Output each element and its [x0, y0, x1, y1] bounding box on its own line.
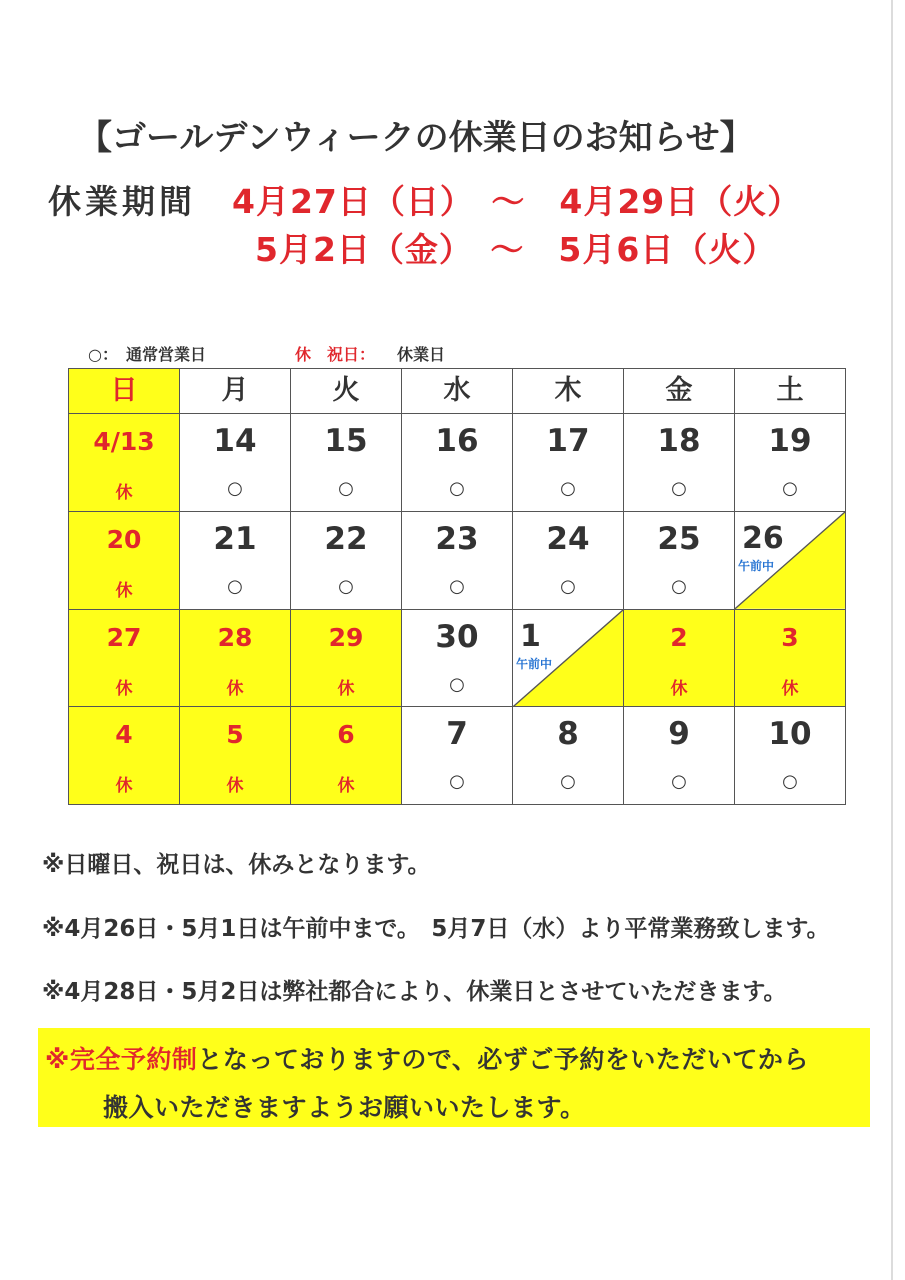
day-status-mark: ○: [671, 575, 687, 597]
day-number: 24: [546, 520, 590, 557]
day-status-mark: 休: [115, 678, 133, 699]
day-status-mark: ○: [449, 771, 465, 793]
day-status-mark: ○: [560, 478, 576, 499]
reservation-line-1-text: となっておりますので、必ずご予約をいただいてから: [197, 1045, 809, 1074]
day-status-mark: ○: [449, 575, 465, 597]
calendar-table: [68, 368, 846, 805]
day-number: 7: [446, 716, 468, 753]
day-number: 21: [213, 520, 257, 557]
weekday-header: 土: [735, 369, 846, 414]
half-day-note: 午前中: [516, 656, 553, 671]
calendar-day-cell: [735, 414, 846, 512]
calendar-day-cell: [69, 512, 180, 610]
calendar-day-cell: [513, 610, 624, 708]
day-number: 14: [213, 423, 257, 459]
calendar-day-cell: [513, 414, 624, 512]
day-status-mark: ○: [449, 478, 465, 499]
calendar-day-cell: [624, 610, 735, 708]
day-status-mark: ○: [560, 771, 576, 793]
day-status-mark: ○: [227, 575, 243, 597]
day-number: 30: [435, 618, 479, 655]
day-number: 27: [106, 622, 142, 652]
weekday-header: 月: [180, 369, 291, 414]
closure-period-label: 休業期間: [48, 182, 196, 221]
day-number: 18: [657, 423, 701, 459]
weekday-header: 木: [513, 369, 624, 414]
day-number: 17: [546, 423, 590, 459]
calendar-day-cell: [735, 707, 846, 805]
reservation-notice: [38, 1028, 870, 1127]
day-status-mark: ○: [782, 771, 798, 793]
day-status-mark: 休: [226, 678, 244, 699]
day-number: 8: [557, 716, 579, 753]
calendar-day-cell: [624, 414, 735, 512]
calendar-day-cell: [69, 414, 180, 512]
reference-mark: ※: [45, 1045, 70, 1074]
day-number: 5: [226, 720, 244, 750]
day-status-mark: 休: [226, 776, 244, 797]
legend-holiday-key: 休 祝日：: [295, 345, 376, 364]
day-number: 28: [217, 622, 253, 652]
calendar-day-cell: [624, 512, 735, 610]
day-status-mark: 休: [781, 678, 799, 699]
day-status-mark: 休: [115, 580, 133, 601]
note-sunday-holiday: ※日曜日、祝日は、休みとなります。: [42, 852, 431, 878]
day-number: 3: [781, 622, 799, 652]
day-status-mark: ○: [671, 771, 687, 793]
calendar-day-cell: [735, 512, 846, 610]
day-status-mark: 休: [670, 678, 688, 699]
day-status-mark: ○: [338, 575, 354, 597]
calendar-day-cell: [513, 707, 624, 805]
day-status-mark: ○: [782, 478, 798, 499]
note-company-closure: ※4月28日・5月2日は弊社都合により、休業日とさせていただきます。: [42, 979, 787, 1005]
day-number: 16: [435, 423, 479, 459]
calendar-day-cell: [624, 707, 735, 805]
legend-holiday-text: 休業日: [397, 345, 446, 364]
calendar-day-cell: [513, 512, 624, 610]
reservation-line-2: 搬入いただきますようお願いいたします。: [103, 1093, 586, 1122]
day-number: 15: [324, 423, 368, 459]
day-status-mark: 休: [115, 483, 133, 503]
closure-period-2: 5月2日（金） ～ 5月6日（火）: [255, 230, 777, 269]
day-status-mark: 休: [115, 776, 133, 797]
weekday-header: 日: [69, 369, 180, 414]
day-status-mark: ○: [671, 478, 687, 499]
calendar-day-cell: [735, 610, 846, 708]
day-number: 4/13: [93, 427, 155, 456]
calendar-day-cell: [180, 414, 291, 512]
day-number: 1: [520, 618, 541, 654]
calendar-day-cell: [402, 512, 513, 610]
calendar-day-cell: [180, 610, 291, 708]
day-status-mark: ○: [227, 478, 243, 499]
day-number: 23: [435, 520, 479, 557]
half-day-note: 午前中: [738, 558, 775, 573]
notice-title: 【ゴールデンウィークの休業日のお知らせ】: [78, 118, 754, 158]
note-half-day: ※4月26日・5月1日は午前中まで。 5月7日（水）より平常業務致します。: [42, 916, 830, 942]
calendar-day-cell: [180, 512, 291, 610]
day-number: 9: [668, 716, 690, 753]
day-status-mark: ○: [338, 478, 354, 499]
calendar-day-cell: [69, 707, 180, 805]
day-number: 10: [768, 716, 812, 753]
legend-open-day: ○： 通常営業日: [88, 345, 206, 364]
calendar-day-cell: [402, 610, 513, 708]
calendar-day-cell: [291, 707, 402, 805]
calendar-day-cell: [69, 610, 180, 708]
reservation-line-1: [45, 1040, 809, 1076]
calendar-day-cell: [402, 414, 513, 512]
day-number: 29: [328, 622, 364, 652]
day-number: 20: [106, 524, 142, 554]
calendar-day-cell: [402, 707, 513, 805]
calendar-day-cell: [180, 707, 291, 805]
day-status-mark: ○: [449, 673, 465, 695]
weekday-header: 水: [402, 369, 513, 414]
day-number: 4: [115, 720, 133, 750]
day-number: 6: [337, 720, 355, 750]
reservation-emphasis: 完全予約制: [69, 1045, 198, 1074]
scan-edge-line: [891, 0, 893, 1280]
day-status-mark: ○: [560, 575, 576, 597]
day-status-mark: 休: [337, 678, 355, 699]
calendar-day-cell: [291, 512, 402, 610]
weekday-header: 火: [291, 369, 402, 414]
day-status-mark: 休: [337, 776, 355, 797]
day-number: 25: [657, 520, 701, 557]
day-number: 26: [742, 520, 784, 556]
calendar-day-cell: [291, 610, 402, 708]
day-number: 19: [768, 423, 812, 459]
closure-period-1: 4月27日（日） ～ 4月29日（火）: [232, 182, 802, 221]
weekday-header: 金: [624, 369, 735, 414]
calendar-day-cell: [291, 414, 402, 512]
day-number: 2: [670, 622, 688, 652]
day-number: 22: [324, 520, 368, 557]
